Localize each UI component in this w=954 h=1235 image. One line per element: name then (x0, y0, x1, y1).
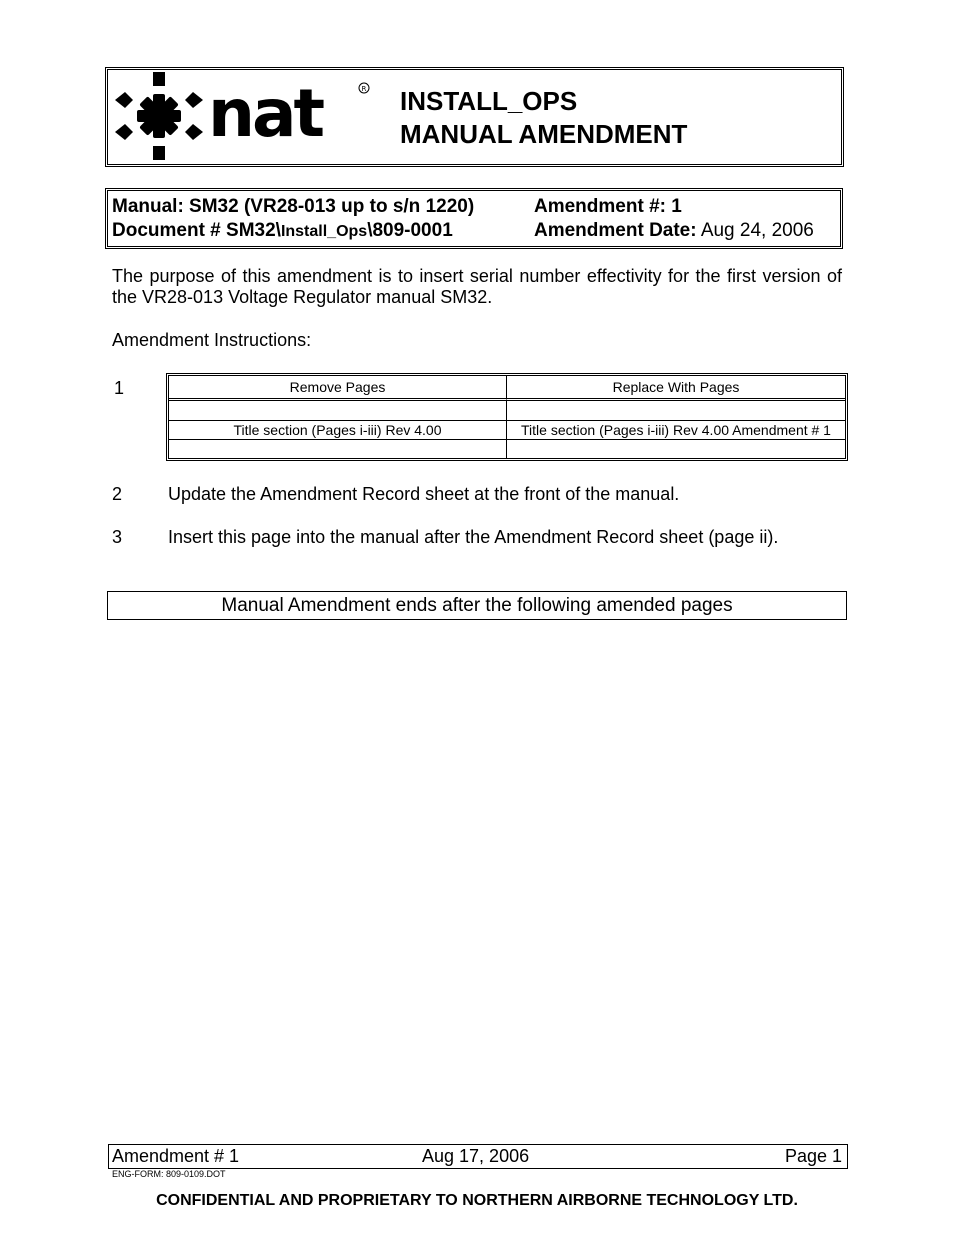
amendment-date (534, 220, 814, 242)
step-number-2: 2 (112, 484, 123, 504)
amendment-date-label: Amendment Date: (534, 220, 697, 241)
table-header-row (169, 376, 845, 401)
step-text-2: Update the Amendment Record sheet at the front of the manual. (168, 484, 680, 504)
table-row (169, 421, 845, 440)
header-replace-pages: Replace With Pages (507, 376, 845, 401)
header-remove-pages: Remove Pages (169, 376, 507, 401)
footer-amendment: Amendment # 1 (112, 1146, 240, 1166)
footer-date: Aug 17, 2006 (422, 1146, 530, 1166)
document-suffix: \809-0001 (367, 220, 453, 241)
step-text-3: Insert this page into the manual after the Amendment Record sheet (page ii). (168, 527, 779, 547)
document-prefix: Document # SM32\ (112, 220, 281, 241)
footer-page-number: Page 1 (784, 1146, 842, 1166)
amendment-date-value: Aug 24, 2006 (700, 220, 814, 241)
svg-text:R: R (361, 85, 367, 93)
pages-table (166, 373, 848, 461)
table-cell (169, 440, 507, 458)
table-cell: Title section (Pages i-iii) Rev 4.00 Amendment # 1 (507, 421, 845, 440)
table-cell (507, 401, 845, 420)
document-mid: Install_Ops (280, 223, 368, 240)
manual-label: Manual: SM32 (VR28-013 up to s/n 1220) (112, 196, 475, 217)
form-id: ENG-FORM: 809-0109.DOT (112, 1169, 226, 1179)
purpose-paragraph: The purpose of this amendment is to insert serial number effectivity for the first version of the VR28-013 Voltage Regulator manual SM32. (112, 266, 842, 307)
table-cell: Title section (Pages i-iii) Rev 4.00 (169, 421, 507, 440)
title-line-2: MANUAL AMENDMENT (400, 119, 688, 149)
table-cell (169, 401, 507, 420)
title-line-1: INSTALL_OPS (400, 86, 578, 116)
instructions-label: Amendment Instructions: (112, 330, 312, 350)
nat-logo (113, 70, 373, 162)
table-cell (507, 440, 845, 458)
step-number-1: 1 (114, 378, 125, 398)
footer-box (108, 1144, 848, 1169)
table-row (169, 440, 845, 458)
amendment-ends-note: Manual Amendment ends after the following amended pages (107, 591, 847, 620)
confidential-notice: CONFIDENTIAL AND PROPRIETARY TO NORTHERN AIRBORNE TECHNOLOGY LTD. (156, 1192, 798, 1209)
amendment-number: Amendment #: 1 (534, 196, 682, 217)
step-number-3: 3 (112, 527, 123, 547)
table-row (169, 401, 845, 420)
document-number (112, 220, 453, 242)
logo-wordmark: nat (208, 75, 323, 152)
